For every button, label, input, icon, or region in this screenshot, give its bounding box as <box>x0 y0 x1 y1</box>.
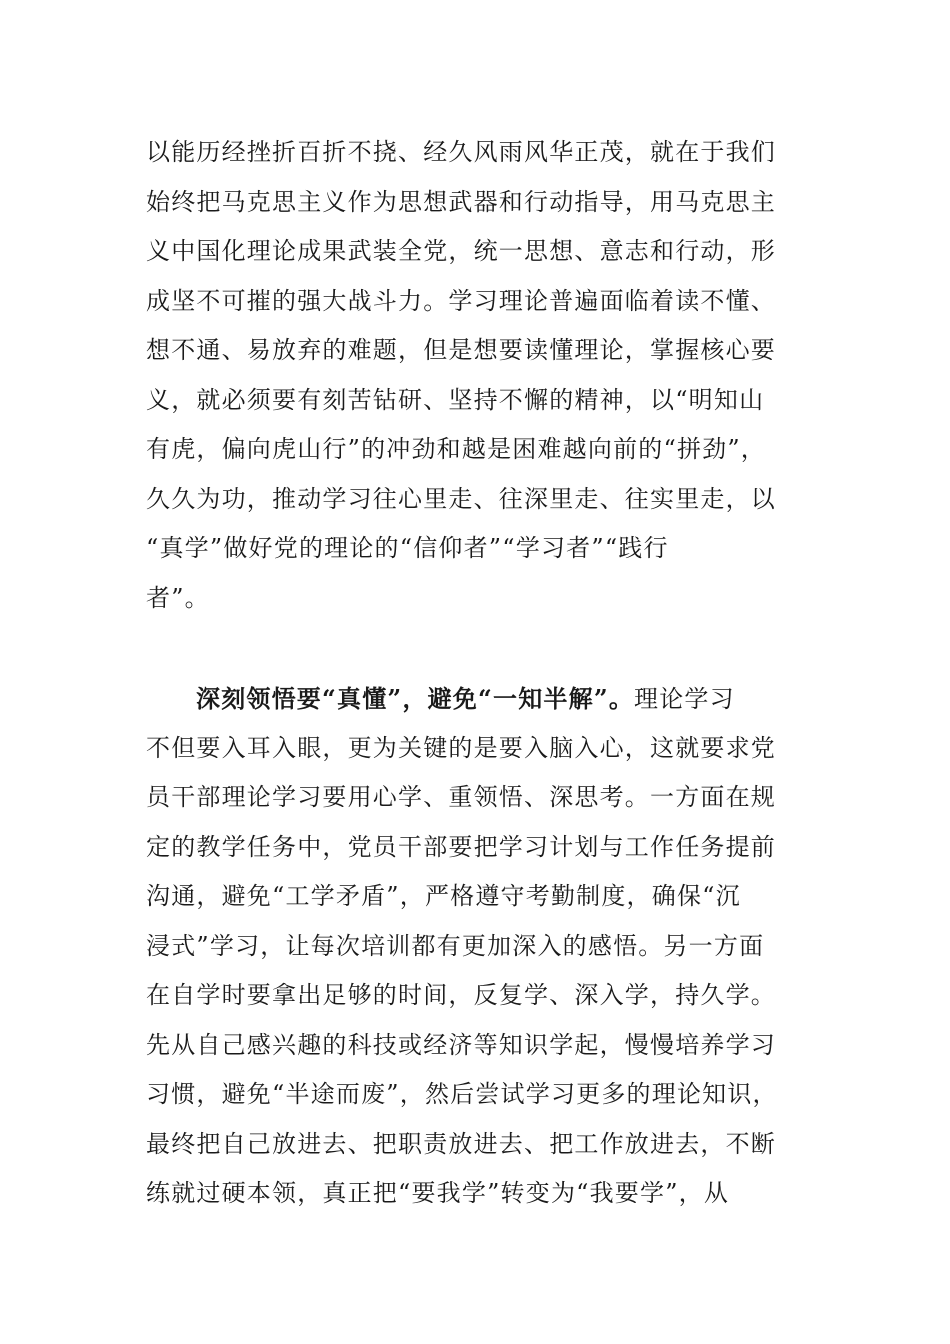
text-line: 定的教学任务中，党员干部要把学习计划与工作任务提前 <box>146 832 776 861</box>
heading-continuation: 理论学习 <box>634 685 735 713</box>
text-line: 以能历经挫折百折不挠、经久风雨风华正茂，就在于我们 <box>146 138 776 166</box>
text-line: 义，就必须要有刻苦钻研、坚持不懈的精神，以“明知山 <box>146 385 765 414</box>
text-line: 先从自己感兴趣的科技或经济等知识学起，慢慢培养学习 <box>146 1030 776 1059</box>
text-line: 在自学时要拿出足够的时间，反复学、深入学，持久学。 <box>146 981 776 1009</box>
text-line: 最终把自己放进去、把职责放进去、把工作放进去，不断 <box>146 1129 776 1158</box>
paragraph-first-line <box>146 674 806 724</box>
text-line: 有虎，偏向虎山行”的冲劲和越是困难越向前的“拼劲”， <box>146 435 767 463</box>
text-line: 浸式”学习，让每次培训都有更加深入的感悟。另一方面 <box>146 931 765 960</box>
text-line: 沟通，避免“工学矛盾”，严格遵守考勤制度，确保“沉 <box>146 882 741 910</box>
text-line: 久久为功，推动学习往心里走、往深里走、往实里走，以 <box>146 484 776 513</box>
paragraph-heading: 深刻领悟要“真懂”，避免“一知半解”。 <box>196 684 635 713</box>
paragraph-1 <box>146 128 806 623</box>
text-line: 义中国化理论成果武装全党，统一思想、意志和行动，形 <box>146 237 776 265</box>
text-line: 练就过硬本领，真正把“要我学”转变为“我要学”，从 <box>146 1179 730 1207</box>
paragraph-2 <box>146 674 806 1219</box>
text-line: 始终把马克思主义作为思想武器和行动指导，用马克思主 <box>146 187 776 216</box>
text-line: 想不通、易放弃的难题，但是想要读懂理论，掌握核心要 <box>146 336 776 364</box>
text-line: 习惯，避免“半途而废”，然后尝试学习更多的理论知识， <box>146 1080 778 1108</box>
text-line: 不但要入耳入眼，更为关键的是要入脑入心，这就要求党 <box>146 733 776 762</box>
text-line: 员干部理论学习要用心学、重领悟、深思考。一方面在规 <box>146 783 776 811</box>
text-line: 成坚不可摧的强大战斗力。学习理论普遍面临着读不懂、 <box>146 286 776 315</box>
text-line: 者”。 <box>146 583 210 612</box>
text-line: “真学”做好党的理论的“信仰者”“学习者”“践行 <box>146 534 669 562</box>
